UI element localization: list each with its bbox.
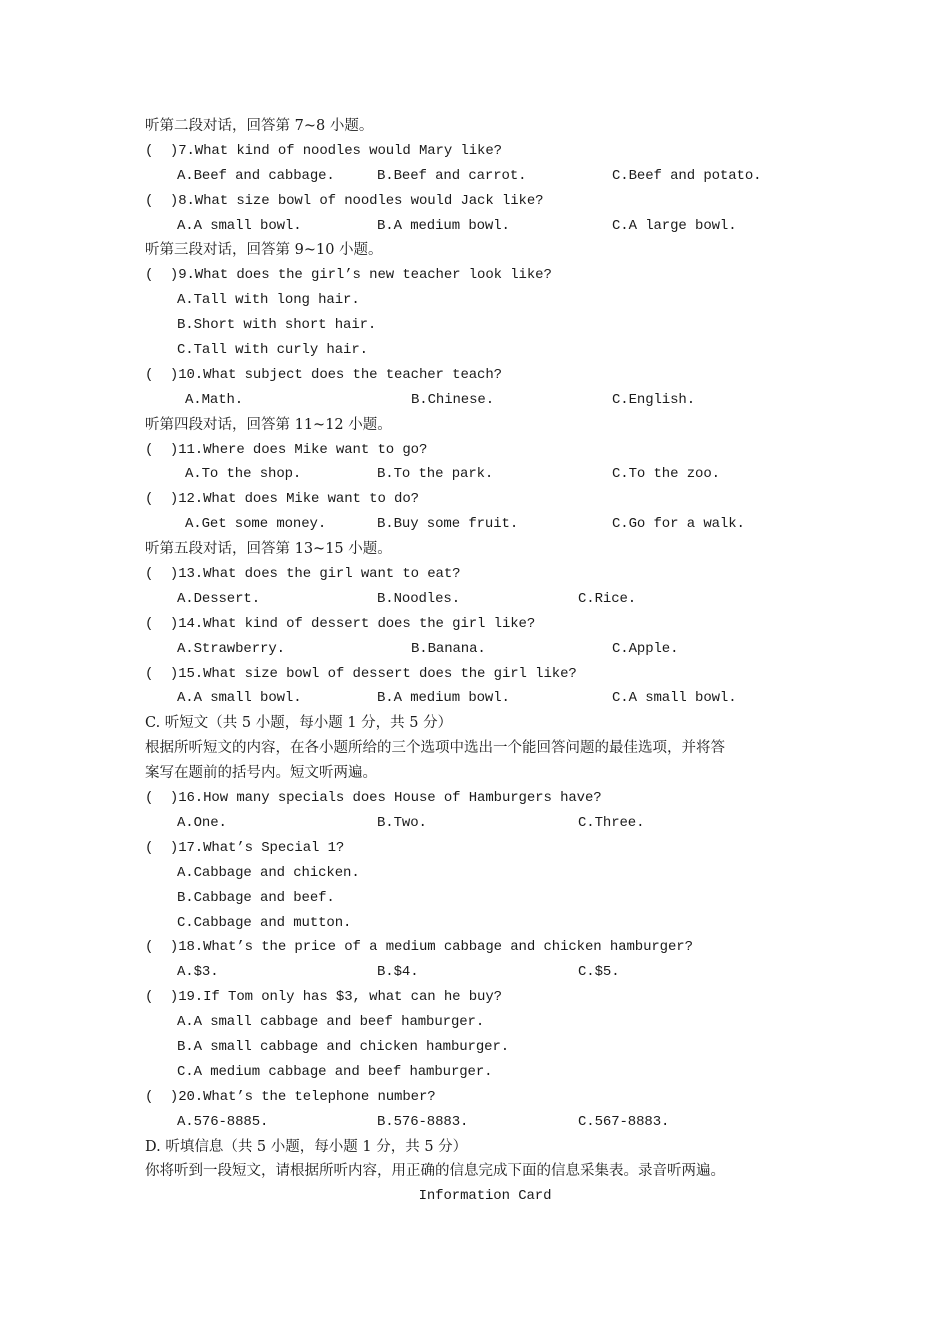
option-line-17a xyxy=(145,861,825,886)
option-a: A.Get some money. xyxy=(185,516,327,533)
information-card-title: Information Card xyxy=(418,1188,552,1205)
options-row-11 xyxy=(145,462,825,487)
question-stem-12: ( )12.What does Mike want to do? xyxy=(145,491,419,508)
question-stem-14: ( )14.What kind of dessert does the girl like? xyxy=(145,615,536,632)
section-d-title: D. 听填信息（共 5 小题，每小题 1 分，共 5 分） xyxy=(145,1138,468,1155)
option-b: B.To the park. xyxy=(377,466,494,483)
option-b: B.A small cabbage and chicken hamburger. xyxy=(177,1038,510,1055)
option-a: A.One. xyxy=(177,814,227,831)
option-line-9c xyxy=(145,338,825,363)
option-a: A.Tall with long hair. xyxy=(177,292,360,309)
option-line-9a xyxy=(145,288,825,313)
option-b: B.576-8883. xyxy=(377,1113,469,1130)
question-stem-11: ( )11.Where does Mike want to go? xyxy=(145,441,428,458)
option-c: C.Beef and potato. xyxy=(612,167,762,184)
section-heading-part4: 听第四段对话，回答第 11~12 小题。 xyxy=(145,416,392,433)
option-line-19c xyxy=(145,1060,825,1085)
section-heading-part5: 听第五段对话，回答第 13~15 小题。 xyxy=(145,541,392,558)
option-line-19a xyxy=(145,1010,825,1035)
options-row-16 xyxy=(145,811,825,836)
question-stem-18: ( )18.What’s the price of a medium cabbage and chicken hamburger? xyxy=(145,939,693,956)
question-stem-19: ( )19.If Tom only has $3, what can he buy? xyxy=(145,989,502,1006)
options-row-12 xyxy=(145,512,825,537)
section-c-title: C. 听短文（共 5 小题，每小题 1 分，共 5 分） xyxy=(145,715,453,732)
question-stem-15: ( )15.What size bowl of dessert does the girl like? xyxy=(145,665,577,682)
option-a: A.A small bowl. xyxy=(177,690,302,707)
question-stem-7: ( )7.What kind of noodles would Mary like? xyxy=(145,142,502,159)
option-c: C.A small bowl. xyxy=(612,690,737,707)
option-c: C.A medium cabbage and beef hamburger. xyxy=(177,1063,493,1080)
options-row-15 xyxy=(145,686,825,711)
option-c: C.Tall with curly hair. xyxy=(177,342,368,359)
question-stem-16: ( )16.How many specials does House of Hamburgers have? xyxy=(145,790,602,807)
option-b: B.A medium bowl. xyxy=(377,690,510,707)
options-row-8 xyxy=(145,214,825,239)
option-c: C.To the zoo. xyxy=(612,466,720,483)
option-a: A.To the shop. xyxy=(185,466,302,483)
options-row-20 xyxy=(145,1110,825,1135)
option-c: C.Rice. xyxy=(578,590,637,607)
option-a: A.Strawberry. xyxy=(177,640,285,657)
option-b: B.Cabbage and beef. xyxy=(177,889,335,906)
options-row-10 xyxy=(145,388,825,413)
section-d-instructions: 你将听到一段短文，请根据所听内容，用正确的信息完成下面的信息采集表。录音听两遍。 xyxy=(145,1163,725,1180)
option-line-17b xyxy=(145,886,825,911)
options-row-7 xyxy=(145,164,825,189)
question-stem-20: ( )20.What’s the telephone number? xyxy=(145,1088,436,1105)
option-a: A.A small bowl. xyxy=(177,217,302,234)
option-b: B.Noodles. xyxy=(377,590,461,607)
question-stem-17: ( )17.What’s Special 1? xyxy=(145,839,345,856)
question-stem-13: ( )13.What does the girl want to eat? xyxy=(145,566,461,583)
option-a: A.Beef and cabbage. xyxy=(177,167,335,184)
option-c: C.Three. xyxy=(578,814,645,831)
option-b: B.Buy some fruit. xyxy=(377,516,519,533)
section-heading-part3: 听第三段对话，回答第 9~10 小题。 xyxy=(145,242,383,259)
option-line-9b xyxy=(145,313,825,338)
option-b: B.Short with short hair. xyxy=(177,317,377,334)
question-stem-10: ( )10.What subject does the teacher teach? xyxy=(145,366,502,383)
option-a: A.576-8885. xyxy=(177,1113,269,1130)
option-c: C.Cabbage and mutton. xyxy=(177,914,352,931)
option-b: B.Beef and carrot. xyxy=(377,167,527,184)
option-a: A.$3. xyxy=(177,964,219,981)
option-c: C.Apple. xyxy=(612,640,679,657)
option-c: C.$5. xyxy=(578,964,620,981)
question-stem-9: ( )9.What does the girl’s new teacher look like? xyxy=(145,267,552,284)
option-c: C.English. xyxy=(612,391,696,408)
option-c: C.A large bowl. xyxy=(612,217,737,234)
exam-page xyxy=(145,114,825,1209)
option-b: B.A medium bowl. xyxy=(377,217,510,234)
question-stem-8: ( )8.What size bowl of noodles would Jack like? xyxy=(145,192,544,209)
option-b: B.Two. xyxy=(377,814,427,831)
options-row-18 xyxy=(145,960,825,985)
option-line-19b xyxy=(145,1035,825,1060)
option-a: A.A small cabbage and beef hamburger. xyxy=(177,1014,485,1031)
option-a: A.Cabbage and chicken. xyxy=(177,864,360,881)
section-c-instructions-2: 案写在题前的括号内。短文听两遍。 xyxy=(145,765,377,782)
option-a: A.Math. xyxy=(185,391,244,408)
option-b: B.Banana. xyxy=(411,640,486,657)
options-row-14 xyxy=(145,637,825,662)
option-b: B.$4. xyxy=(377,964,419,981)
option-b: B.Chinese. xyxy=(411,391,495,408)
options-row-13 xyxy=(145,587,825,612)
section-c-instructions-1: 根据所听短文的内容，在各小题所给的三个选项中选出一个能回答问题的最佳选项，并将答 xyxy=(145,740,725,757)
option-line-17c xyxy=(145,911,825,936)
option-c: C.Go for a walk. xyxy=(612,516,745,533)
option-a: A.Dessert. xyxy=(177,590,261,607)
section-heading-part2: 听第二段对话，回答第 7~8 小题。 xyxy=(145,118,374,134)
option-c: C.567-8883. xyxy=(578,1113,670,1130)
